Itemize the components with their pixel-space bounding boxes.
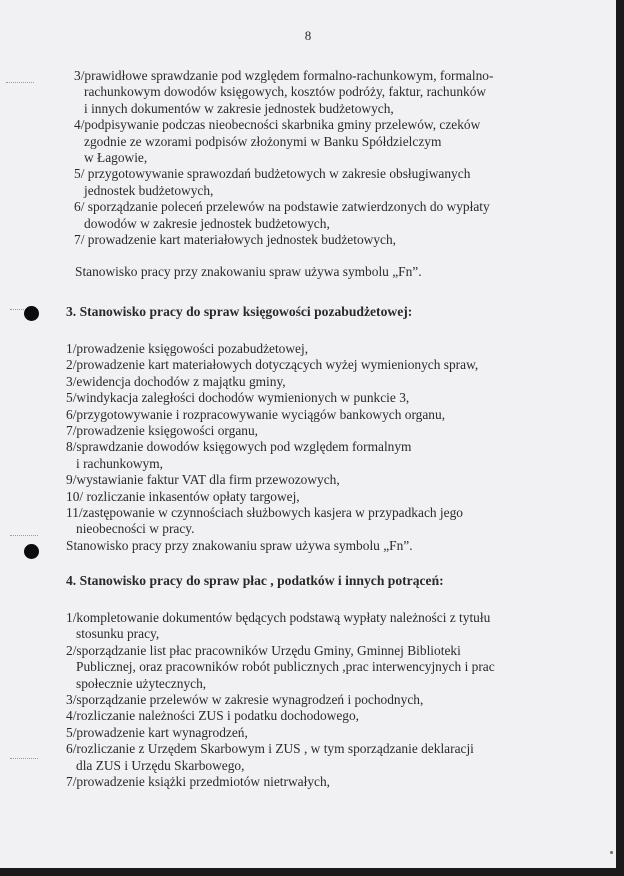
list-item-continuation: i rachunkowym, xyxy=(76,455,164,471)
list-item xyxy=(74,117,594,166)
list-item-text: 3/ewidencja dochodów z majątku gminy, xyxy=(66,373,286,389)
list-item xyxy=(74,68,594,117)
list-item-text: 9/wystawianie faktur VAT dla firm przewozowych, xyxy=(66,472,340,488)
list-item-continuation: nieobecności w pracy. xyxy=(76,521,195,537)
list-item xyxy=(66,505,586,538)
list-item xyxy=(74,199,594,232)
list-item-text: 7/prowadzenie książki przedmiotów nietrwałych, xyxy=(66,774,331,790)
punch-hole-icon xyxy=(24,306,39,321)
list-item xyxy=(74,232,594,248)
list-item xyxy=(66,390,586,406)
list-item-continuation: Publicznej, oraz pracowników robót publicznych ,prac interwencyjnych i prac xyxy=(76,659,495,675)
list-item xyxy=(66,489,586,505)
list-item-text: 2/prowadzenie kart materiałowych dotyczących wyżej wymienionych spraw, xyxy=(66,357,479,373)
list-item-continuation: stosunku pracy, xyxy=(76,626,160,642)
list-item-continuation: w Łagowie, xyxy=(84,150,148,166)
list-item-text: 3/sporządzanie przelewów w zakresie wynagrodzeń i pochodnych, xyxy=(66,692,424,708)
section-3-duties-list xyxy=(66,341,586,538)
list-item-continuation: rachunkowym dowodów księgowych, kosztów podróży, faktur, rachunków xyxy=(84,84,487,100)
list-item xyxy=(66,374,586,390)
list-item xyxy=(66,643,586,692)
symbol-note: Stanowisko pracy przy znakowaniu spraw używa symbolu „Fn”. xyxy=(75,264,422,279)
list-item-text: 6/ sporządzanie poleceń przelewów na podstawie zatwierdzonych do wypłaty xyxy=(74,199,490,215)
scan-dots xyxy=(10,758,38,759)
list-item xyxy=(66,774,586,790)
page-number: 8 xyxy=(304,28,312,43)
continued-duties-list xyxy=(74,68,594,248)
list-item-continuation: dowodów w zakresie jednostek budżetowych, xyxy=(84,215,330,231)
list-item-continuation: dla ZUS i Urzędu Skarbowego, xyxy=(76,757,245,773)
list-item-continuation: i innych dokumentów w zakresie jednostek budżetowych, xyxy=(84,100,394,116)
list-item-text: 7/prowadzenie księgowości organu, xyxy=(66,423,259,439)
list-item xyxy=(66,610,586,643)
list-item-text: 5/windykacja zaległości dochodów wymienionych w punkcie 3, xyxy=(66,390,410,406)
list-item xyxy=(66,708,586,724)
list-item xyxy=(66,725,586,741)
list-item-text: 10/ rozliczanie inkasentów opłaty targowej, xyxy=(66,488,300,504)
list-item-continuation: jednostek budżetowych, xyxy=(84,182,214,198)
scan-dots xyxy=(10,535,38,536)
list-item-continuation: zgodnie ze wzorami podpisów złożonymi w Banku Spółdzielczym xyxy=(84,133,442,149)
list-item-text: 6/rozliczanie z Urzędem Skarbowym i ZUS , w tym sporządzanie deklaracji xyxy=(66,741,474,757)
list-item xyxy=(66,439,586,472)
section-4-duties-list xyxy=(66,610,586,790)
list-item-text: 1/prowadzenie księgowości pozabudżetowej, xyxy=(66,341,309,356)
list-item-text: 5/ przygotowywanie sprawozdań budżetowych w zakresie obsługiwanych xyxy=(74,166,471,182)
list-item xyxy=(66,341,586,357)
section-4-heading: 4. Stanowisko pracy do spraw płac , podatków i innych potrąceń: xyxy=(66,573,444,588)
section-3-symbol-note: Stanowisko pracy przy znakowaniu spraw używa symbolu „Fn”. xyxy=(66,538,413,553)
list-item-continuation: społecznie użytecznych, xyxy=(76,675,207,691)
list-item-text: 4/rozliczanie należności ZUS i podatku dochodowego, xyxy=(66,708,360,724)
list-item xyxy=(66,423,586,439)
list-item-text: 1/kompletowanie dokumentów będących podstawą wypłaty należności z tytułu xyxy=(66,610,491,625)
scan-mark xyxy=(610,851,613,854)
list-item-text: 5/prowadzenie kart wynagrodzeń, xyxy=(66,724,248,740)
list-item-text: 4/podpisywanie podczas nieobecności skarbnika gminy przelewów, czeków xyxy=(74,117,481,133)
list-item xyxy=(66,472,586,488)
list-item xyxy=(74,166,594,199)
list-item-text: 6/przygotowywanie i rozpracowywanie wyciągów bankowych organu, xyxy=(66,406,446,422)
list-item xyxy=(66,407,586,423)
list-item xyxy=(66,741,586,774)
list-item-text: 8/sprawdzanie dowodów księgowych pod względem formalnym xyxy=(66,439,412,455)
punch-hole-icon xyxy=(24,544,39,559)
scan-dots xyxy=(6,82,34,83)
list-item-text: 11/zastępowanie w czynnościach służbowych kasjera w przypadkach jego xyxy=(66,505,463,521)
list-item xyxy=(66,692,586,708)
list-item-text: 3/prawidłowe sprawdzanie pod względem formalno-rachunkowym, formalno- xyxy=(74,68,494,83)
list-item-text: 7/ prowadzenie kart materiałowych jednostek budżetowych, xyxy=(74,232,397,248)
list-item xyxy=(66,357,586,373)
section-3-heading: 3. Stanowisko pracy do spraw księgowości pozabudżetowej: xyxy=(66,304,413,319)
list-item-text: 2/sporządzanie list płac pracowników Urzędu Gminy, Gminnej Biblioteki xyxy=(66,642,461,658)
